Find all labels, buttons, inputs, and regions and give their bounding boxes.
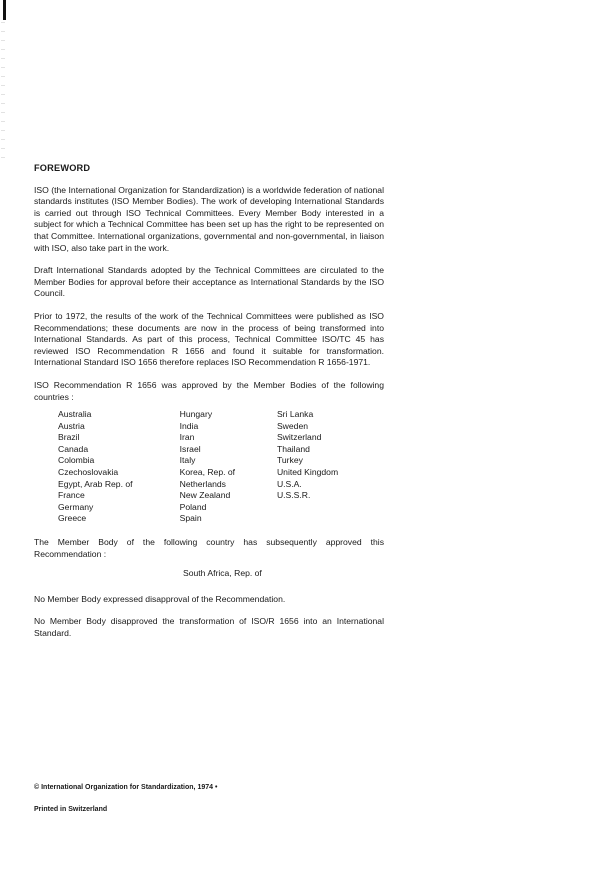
country-item: Hungary bbox=[179, 409, 213, 420]
paragraph-approved-by: ISO Recommendation R 1656 was approved by the Member Bodies of the following countries : bbox=[34, 379, 384, 402]
scan-edge-specks bbox=[1, 22, 5, 162]
country-item: Switzerland bbox=[276, 432, 322, 443]
country-item: India bbox=[179, 420, 199, 431]
country-item: Colombia bbox=[58, 455, 95, 466]
country-item: New Zealand bbox=[179, 490, 231, 501]
country-item: U.S.A. bbox=[276, 478, 302, 489]
country-item: Sri Lanka bbox=[276, 409, 314, 420]
country-item: Korea, Rep. of bbox=[179, 467, 236, 478]
country-item: Sweden bbox=[276, 420, 309, 431]
paragraph-prior-1972: Prior to 1972, the results of the work of the Technical Committees were published as ISO Recommendations; these documents are now in the process of being transformed into International Standards. As part of this process, Technical Committee ISO/TC 45 has reviewed ISO Recommendation R 1656 and found it suitable for transformation. International Standard ISO 1656 therefore replaces ISO Recommendation R 1656-1971. bbox=[34, 310, 384, 368]
country-item: Netherlands bbox=[179, 478, 226, 489]
paragraph-no-transformation-disapproval: No Member Body disapproved the transformation of ISO/R 1656 into an International Standard. bbox=[34, 616, 384, 638]
country-item: Austria bbox=[58, 420, 85, 431]
scan-edge-mark bbox=[3, 0, 6, 20]
paragraph-subsequent-approval: The Member Body of the following country has subsequently approved this Recommendation : bbox=[34, 537, 384, 559]
country-item: Thailand bbox=[276, 443, 310, 454]
paragraph-no-disapproval: No Member Body expressed disapproval of the Recommendation. bbox=[34, 593, 286, 604]
subsequent-country: South Africa, Rep. of bbox=[183, 568, 262, 579]
country-item: Iran bbox=[179, 432, 195, 443]
country-item: Israel bbox=[179, 443, 201, 454]
paragraph-iso-intro: ISO (the International Organization for Standardization) is a worldwide federation of national standards institutes (ISO Member Bodies). The work of developing International Standards is carried out through ISO Technical Committees. Every Member Body interested in a subject for which a Technical Committee has been set up has the right to be represented on that Committee. International organizations, governmental and non-governmental, in liaison with ISO, also take part in the work. bbox=[34, 184, 384, 253]
country-item: Italy bbox=[179, 455, 196, 466]
country-column-1 bbox=[58, 409, 180, 525]
country-item: France bbox=[58, 490, 85, 501]
copyright-notice: © International Organization for Standardization, 1974 • bbox=[34, 784, 218, 791]
country-column-3 bbox=[277, 409, 384, 525]
country-item: Brazil bbox=[58, 432, 80, 443]
paragraph-draft-standards: Draft International Standards adopted by the Technical Committees are circulated to the Member Bodies for approval before their acceptance as International Standards by the ISO Council. bbox=[34, 265, 384, 299]
country-item: Canada bbox=[58, 443, 89, 454]
country-item: Egypt, Arab Rep. of bbox=[58, 478, 133, 489]
foreword-title: FOREWORD bbox=[34, 163, 91, 173]
country-item: Greece bbox=[58, 513, 87, 524]
country-item: Turkey bbox=[276, 455, 303, 466]
country-list bbox=[58, 409, 384, 525]
page-footer bbox=[34, 783, 217, 815]
country-item: Australia bbox=[58, 409, 92, 420]
country-item: Spain bbox=[179, 513, 202, 524]
country-item: United Kingdom bbox=[276, 467, 339, 478]
country-item: U.S.S.R. bbox=[276, 490, 311, 501]
foreword-section bbox=[34, 163, 384, 651]
country-column-2 bbox=[180, 409, 277, 525]
country-item: Czechoslovakia bbox=[58, 467, 119, 478]
country-item: Germany bbox=[58, 501, 94, 512]
printed-in-notice: Printed in Switzerland bbox=[34, 806, 108, 813]
country-item: Poland bbox=[179, 501, 207, 512]
